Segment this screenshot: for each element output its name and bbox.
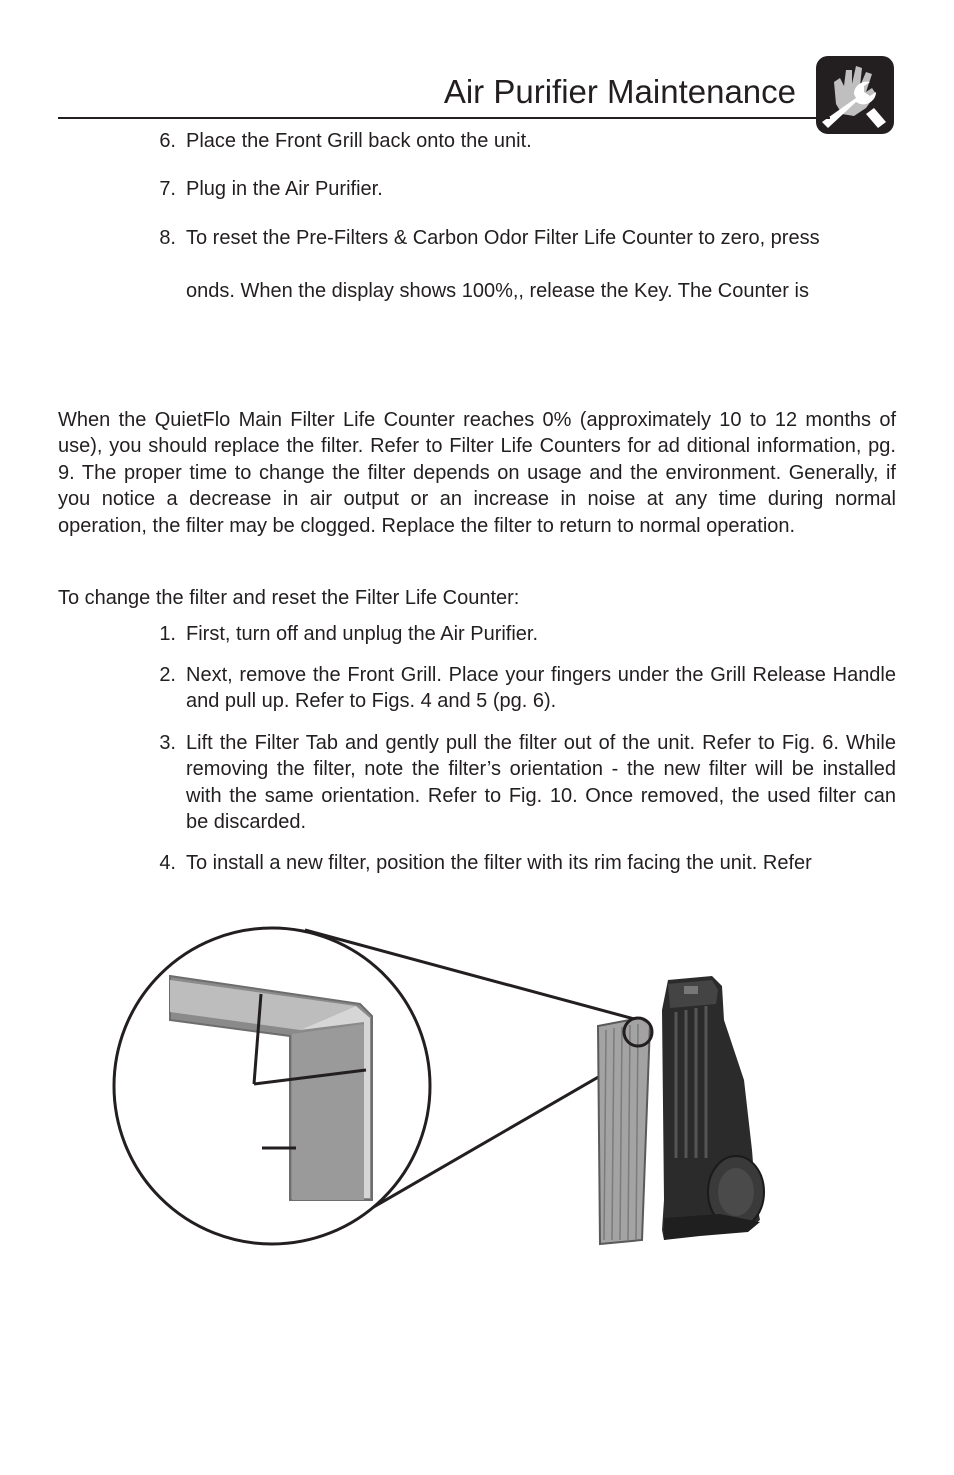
list-item: Plug in the Air Purifier. [186, 178, 383, 200]
maintenance-tools-icon [816, 56, 894, 134]
list-item: Lift the Filter Tab and gently pull the filter out of the unit. Refer to Fig. 6. While removing the filter, note the filter’s orientation - the new filter will be installed with the same orientation. Refer to Fig. 10. Once removed, the used filter can be discarded. [186, 732, 896, 834]
header-rule [58, 117, 830, 119]
list-item: To install a new filter, position the filter with its rim facing the unit. Refer [186, 852, 812, 874]
list-number: 1. [159, 623, 176, 645]
list-item: To reset the Pre-Filters & Carbon Odor Filter Life Counter to zero, press [186, 227, 820, 249]
list-number: 6. [159, 130, 176, 152]
page-title: Air Purifier Maintenance [443, 73, 796, 110]
intro-paragraph: When the QuietFlo Main Filter Life Counter reaches 0% (approximately 10 to 12 months of use), you should replace the filter. Refer to Filter Life Counters for ad ditional information, pg. 9. The proper time to change the filter depends on usage and the environment. Generally, if you notice a decrease in air output or an increase in noise at any time during normal operation, the filter may be clogged. Replace the filter to return to normal operation. [58, 409, 896, 537]
list-item: Place the Front Grill back onto the unit. [186, 130, 532, 152]
filter-rim-figure [0, 900, 954, 1260]
change-heading: To change the filter and reset the Filter Life Counter: [58, 587, 520, 609]
list-number: 8. [159, 227, 176, 249]
list-item-continuation: onds. When the display shows 100%,, release the Key. The Counter is [186, 280, 809, 302]
list-item: First, turn off and unplug the Air Purifier. [186, 623, 539, 645]
list-number: 2. [159, 664, 176, 686]
list-number: 3. [159, 732, 176, 754]
list-item: Next, remove the Front Grill. Place your fingers under the Grill Release Handle and pull up. Refer to Figs. 4 and 5 (pg. 6). [186, 664, 896, 713]
list-number: 4. [159, 852, 176, 874]
list-number: 7. [159, 178, 176, 200]
